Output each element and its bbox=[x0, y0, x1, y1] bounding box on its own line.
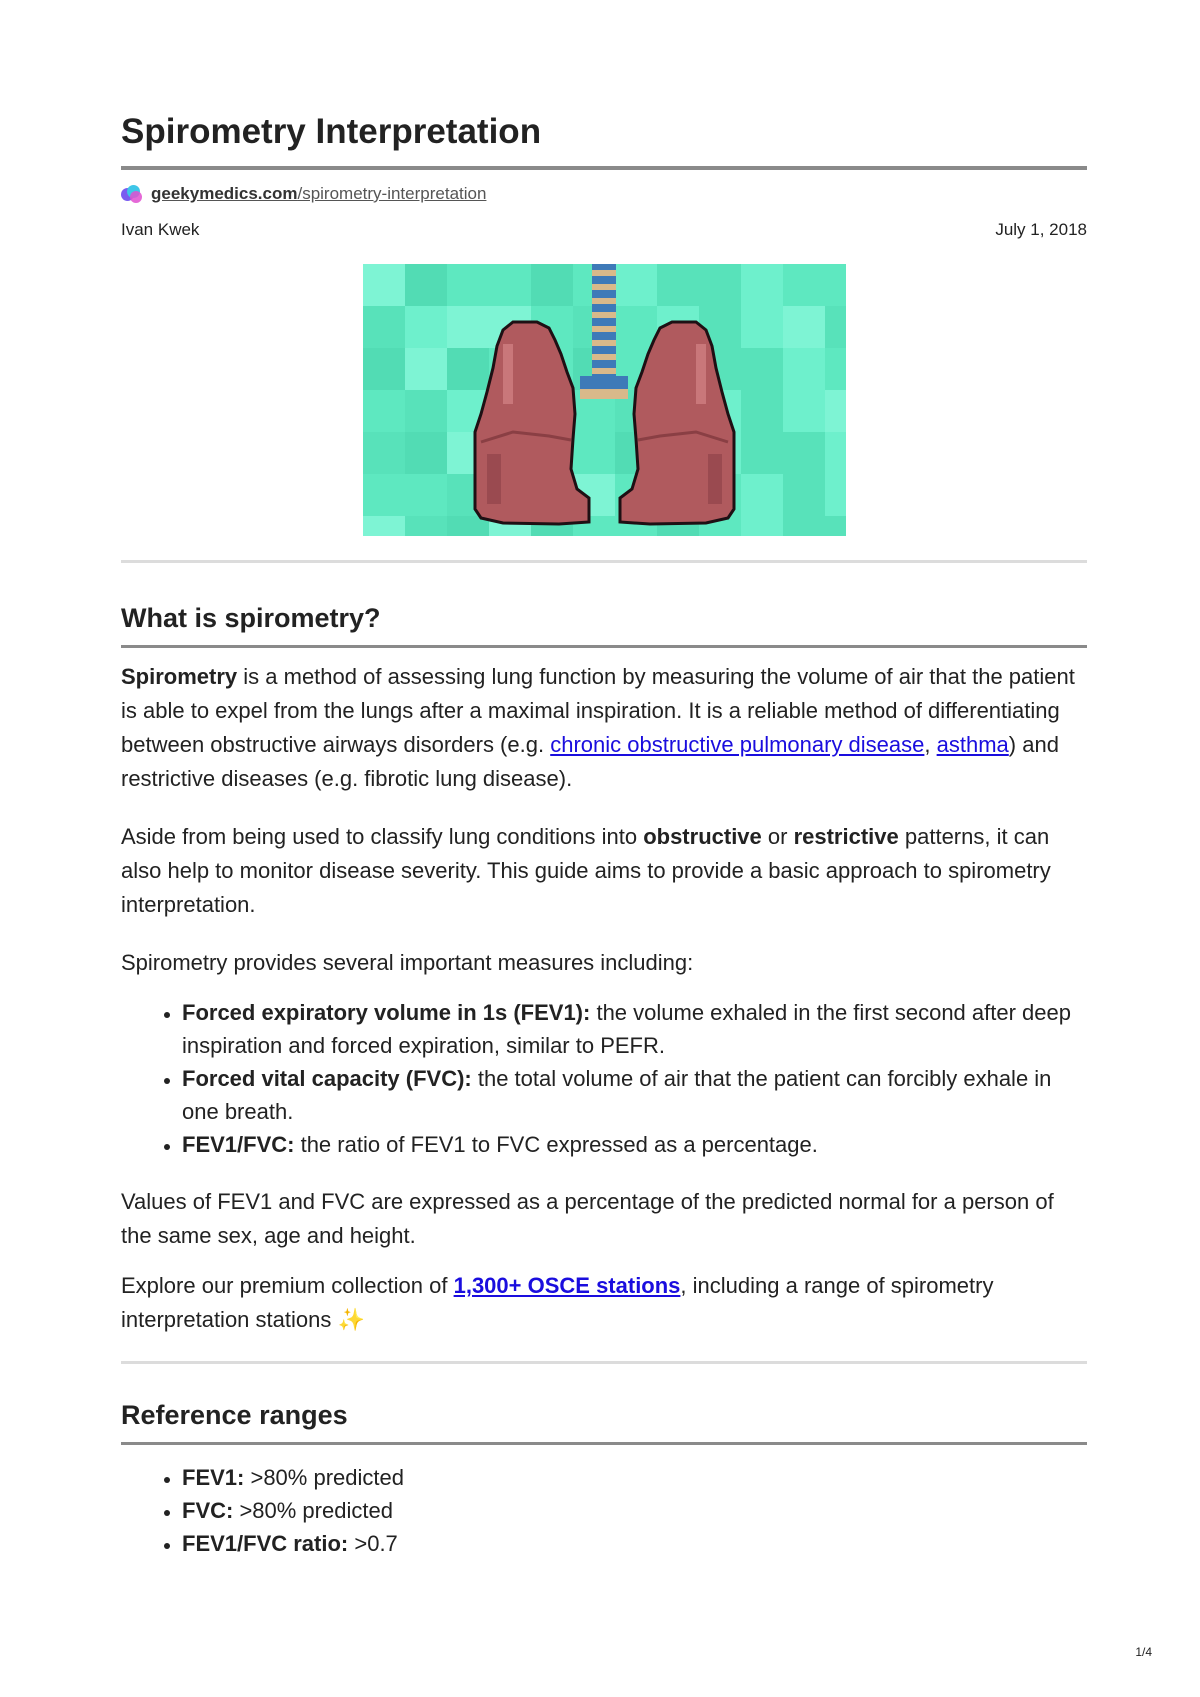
measures-list bbox=[121, 996, 1087, 1161]
list-item: • FVC: >80% predicted bbox=[182, 1494, 1087, 1527]
paragraph-measures-intro: Spirometry provides several important measures including: bbox=[121, 950, 694, 975]
paragraph-definition: Spirometry is a method of assessing lung function by measuring the volume of air that the patient is able to expel from the lungs after a maximal inspiration. It is a reliable method of differentiating between obstructive airways disorders (e.g. chronic obstructive pulmonary disease, asthma) and restrictive diseases (e.g. fibrotic lung disease). bbox=[121, 664, 1075, 791]
section-heading-what-is-spirometry: What is spirometry? bbox=[121, 601, 1087, 648]
copd-link[interactable]: chronic obstructive pulmonary disease bbox=[550, 732, 925, 757]
author: Ivan Kwek bbox=[121, 220, 200, 239]
asthma-link[interactable]: asthma bbox=[936, 732, 1009, 757]
meta-row bbox=[121, 220, 1087, 240]
list-item: • Forced expiratory volume in 1s (FEV1): the volume exhaled in the first second after deep inspiration and forced expiration, similar to PEFR. bbox=[182, 996, 1087, 1062]
site-logo-icon bbox=[121, 185, 145, 203]
list-item: • FEV1/FVC ratio: >0.7 bbox=[182, 1527, 1087, 1560]
source-link[interactable]: geekymedics.com/spirometry-interpretation bbox=[151, 184, 487, 203]
divider bbox=[121, 560, 1087, 563]
list-item: • FEV1/FVC: the ratio of FEV1 to FVC expressed as a percentage. bbox=[182, 1128, 1087, 1161]
divider bbox=[121, 1361, 1087, 1364]
page-number: 1/4 bbox=[1135, 1645, 1152, 1659]
list-item: • Forced vital capacity (FVC): the total volume of air that the patient can forcibly exhale in one breath. bbox=[182, 1062, 1087, 1128]
publish-date: July 1, 2018 bbox=[995, 220, 1087, 239]
section-heading-reference-ranges: Reference ranges bbox=[121, 1398, 1087, 1445]
lungs-hero-image bbox=[363, 264, 846, 536]
paragraph-predicted-values: Values of FEV1 and FVC are expressed as a percentage of the predicted normal for a person of the same sex, age and height. bbox=[121, 1189, 1054, 1248]
document-page bbox=[121, 108, 1087, 1560]
source-line bbox=[121, 184, 1087, 204]
sparkles-icon: ✨ bbox=[337, 1307, 365, 1332]
paragraph-patterns: Aside from being used to classify lung conditions into obstructive or restrictive patterns, it can also help to monitor disease severity. This guide aims to provide a basic approach to spirometry interpretation. bbox=[121, 824, 1051, 917]
page-title: Spirometry Interpretation bbox=[121, 108, 1087, 170]
osce-stations-link[interactable]: 1,300+ OSCE stations bbox=[453, 1273, 681, 1298]
list-item: • FEV1: >80% predicted bbox=[182, 1461, 1087, 1494]
reference-ranges-list bbox=[121, 1461, 1087, 1560]
paragraph-promo: Explore our premium collection of 1,300+ OSCE stations, including a range of spirometry interpretation stations ✨ bbox=[121, 1273, 994, 1332]
